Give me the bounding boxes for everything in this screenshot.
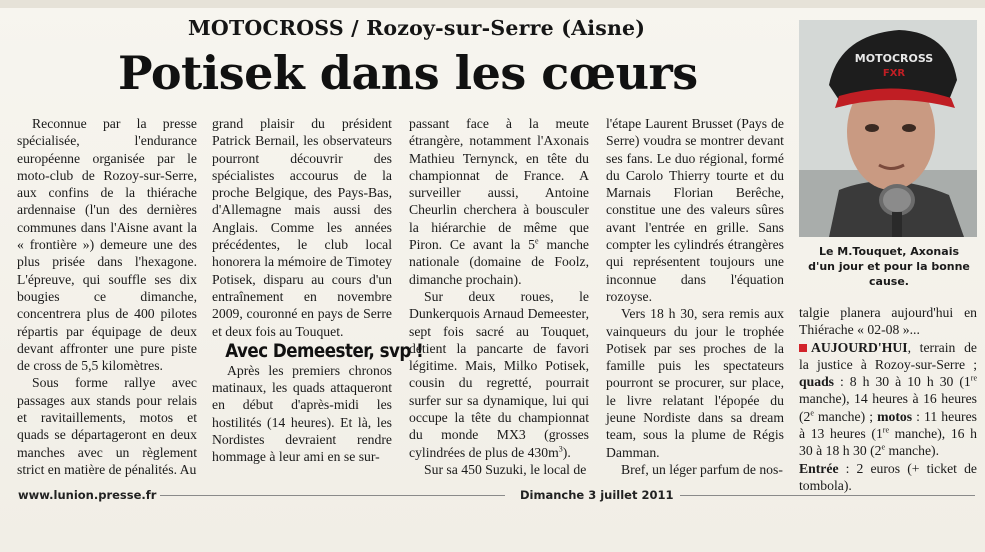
paragraph: talgie planera aujourd'hui en Thiérache « 02-08 »... — [799, 305, 977, 338]
paragraph: grand plaisir du président Patrick Bernail, les observateurs pourront découvrir des spécialistes accourus de la proche Belgique, des Pays-Bas, d'Allemagne mais aussi des Anglais. Comme les années précédentes, le club local honorera la mémoire de Timotey Potisek, disparu au cours d'un entraînement en novembre 2009, couronné en pays de Serre et deux fois au Touquet. — [212, 116, 392, 339]
paragraph: passant face à la meute étrangère, notamment l'Axonais Mathieu Ternynck, en tête du championnat de France. A surveiller aussi, Antoine Cheurlin cherchera à bousculer la hiérarchie de même que Piron. Ce avant la 5e manche nationale (domaine de Foolz, dimanche prochain). — [409, 116, 589, 287]
photo-caption: Le M.Touquet, Axonais d'un jour et pour la bonne cause. — [808, 245, 970, 288]
paragraph: Sur sa 450 Suzuki, le local de — [424, 461, 587, 477]
footer-date: Dimanche 3 juillet 2011 — [520, 488, 674, 502]
column-5 — [799, 304, 977, 494]
top-edge-strip — [0, 0, 985, 8]
paragraph: Vers 18 h 30, sera remis aux vainqueurs du jour le trophée Potisek par ses proches de la famille puis les spectateurs pourront se procurer, sur place, le livre relatant l'épopée du jeune Nordiste dans sa dream team, sous la plume de Régis Damman. — [606, 306, 784, 460]
column-2 — [212, 115, 424, 466]
article-headline: Potisek dans les cœurs — [118, 46, 698, 100]
rider-portrait-illustration — [799, 20, 977, 237]
paragraph: Reconnue par la presse spécialisée, l'endurance européenne organisée par le moto-club de Rozoy-sur-Serre, aux confins de la thiérache ardennaise (l'un des dernières communes dans l'Aisne avant la « frontière ») demeure une des plus prisée dans l'hexagone. L'épreuve, qui souffle ses dix bougies ce dimanche, concentrera plus de 400 pilotes répartis par équipage de deux devant affronter une pure piste de cross de 5,5 kilomètres. — [17, 116, 197, 374]
cap-logo-subtext: FXR — [882, 68, 906, 79]
article-kicker: MOTOCROSS / Rozoy-sur-Serre (Aisne) — [188, 16, 646, 40]
cap-logo-text: MOTOCROSS — [854, 52, 934, 65]
column-1 — [17, 115, 197, 478]
section-subheading: Avec Demeester, svp ! — [225, 339, 424, 362]
red-square-bullet-icon — [799, 344, 807, 352]
footer-rule-left — [160, 495, 505, 496]
footer-website: www.lunion.presse.fr — [18, 488, 157, 502]
rider-photo — [799, 20, 977, 237]
paragraph: Sous forme rallye avec passages aux stands pour relais et ravitaillements, motos et quads se départageront en deux manches avec un règlement strict en matière de pénalités. Au — [17, 375, 197, 477]
paragraph: Bref, un léger parfum de nos- — [621, 461, 783, 477]
entry-price: Entrée : 2 euros (+ ticket de tombola). — [799, 460, 977, 493]
paragraph: Après les premiers chronos matinaux, les quads attaqueront en début d'après-midi les hostilités (14 heures). Et là, les Nordistes devraient rendre hommage à leur ami en se sur- — [212, 362, 392, 465]
paragraph: l'étape Laurent Brusset (Pays de Serre) voudra se montrer devant ses fans. Le duo régional, formé du Carolo Thierry tourte et du Marnais Florian Berêche, constitue une des valeurs sûres avant l'entrée en grille. Sans compter les cylindrés étrangères qui représentent toujours une inconnue dans l'équation rozoyse. — [606, 116, 784, 304]
paragraph: Sur deux roues, le Dunkerquois Arnaud Demeester, sept fois sacré au Touquet, détient la pancarte de favori légitime. Mais, Milko Potisek, cousin du regretté, pourrait surfer sur sa dynamique, lui qui occupe la tête du championnat du monde MX3 (grosses cylindrées de plus de $430m^3$). — [409, 288, 589, 460]
footer-rule-right — [680, 495, 975, 496]
schedule-paragraph: AUJOURD'HUI, terrain de la justice à Rozoy-sur-Serre ; quads : 8 h 30 à 10 h 30 (1re manche), 14 heures à 16 heures (2e manche) ; motos : 11 heures à 13 heures (1re manche), 16 h 30 à 18 h 30 (2e manche). — [799, 339, 978, 459]
column-3 — [409, 115, 589, 478]
column-4 — [606, 115, 784, 478]
